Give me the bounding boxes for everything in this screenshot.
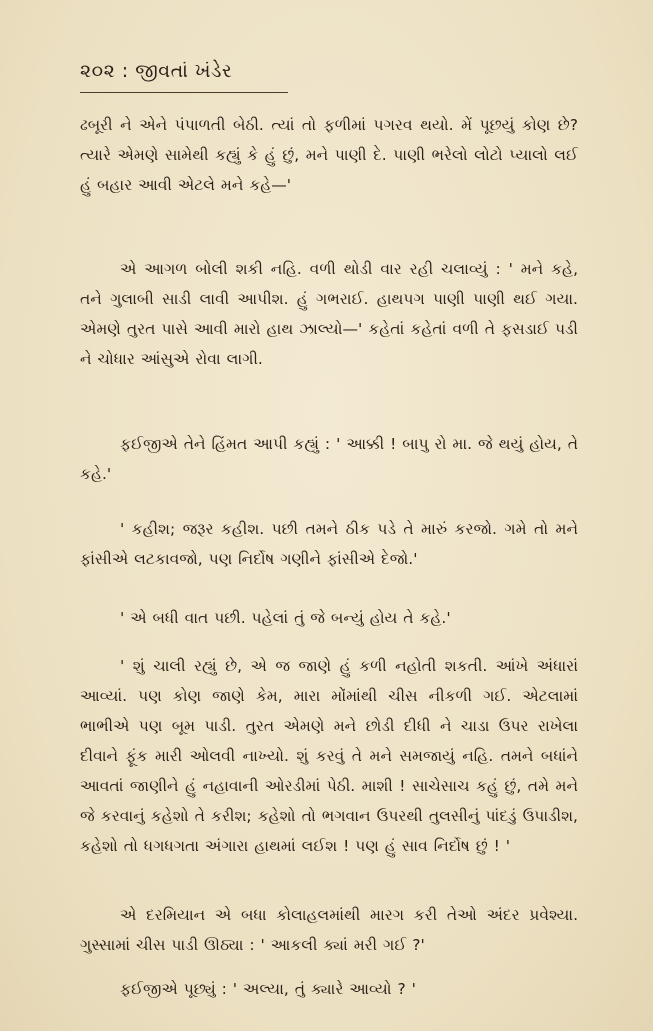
- paragraph-text: ' કહીશ; જરૂર કહીશ. પછી તમને ઠીક પડે તે મારું કરજો. ગમે તો મને ફાંસીએ લટકાવજો, પણ નિર્દોષ ગણીને ફાંસીએ દેજો.': [80, 520, 578, 568]
- paragraph: [80, 900, 578, 960]
- header-rule: [80, 92, 288, 93]
- paragraph: [80, 514, 578, 574]
- paragraph-text: એ આગળ બોલી શકી નહિ. વળી થોડી વાર રહી ચલાવ્યું : ' મને કહે, તને ગુલાબી સાડી લાવી આપીશ. હું ગભરાઈ. હાથપગ પાણી પાણી થઈ ગયા. એમણે તુરત પાસે આવી મારો હાથ ઝાલ્યો—' કહેતાં કહેતાં વળી તે ફસડાઈ પડી ને ચોધાર આંસુએ રોવા લાગી.: [80, 260, 578, 368]
- paragraph: [80, 974, 578, 1004]
- paragraph-text: ઢબૂરી ને એને પંપાળતી બેઠી. ત્યાં તો ફળીમાં પગરવ થયો. મેં પૂછયું કોણ છે? ત્યારે એમણે સામેથી કહ્યું કે હું છું, મને પાણી દે. પાણી ભરેલો લોટો પ્યાલો લઈ હું બહાર આવી એટલે મને કહે—': [80, 116, 578, 194]
- paragraph-text: ફઈજીએ તેને હિંમત આપી કહ્યું : ' આક્કી ! બાપુ રો મા. જે થયું હોય, તે કહે.': [80, 435, 578, 483]
- running-head: ૨૦૨ : જીવતાં ખંડેર: [80, 60, 233, 82]
- paragraph-text: ' એ બધી વાત પછી. પહેલાં તું જે બન્યું હોય તે કહે.': [120, 609, 451, 627]
- paragraph: [80, 603, 578, 633]
- paragraph: [80, 429, 578, 489]
- paragraph: [80, 651, 578, 861]
- paragraph-text: એ દરમિયાન એ બધા કોલાહલમાંથી મારગ કરી તેઓ અંદર પ્રવેશ્યા. ગુસ્સામાં ચીસ પાડી ઊઠ્યા : ' આકલી ક્યાં મરી ગઈ ?': [80, 906, 578, 954]
- paragraph-text: ફઈજીએ પૂછ્યું : ' અલ્યા, તું ક્યારે આવ્યો ? ': [120, 980, 416, 998]
- paragraph: [80, 254, 578, 374]
- paragraph: [80, 110, 578, 200]
- paragraph-text: ' શું ચાલી રહ્યું છે, એ જ જાણે હું કળી નહોતી શકતી. આંખે અંધારાં આવ્યાં. પણ કોણ જાણે કેમ, મારા મોંમાંથી ચીસ નીકળી ગઈ. એટલામાં ભાભીએ પણ બૂમ પાડી. તુરત એમણે મને છોડી દીધી ને ચાડા ઉપર રાખેલા દીવાને ફૂંક મારી ઓલવી નાખ્યો. શું કરવું તે મને સમજાયું નહિ. તમને બધાંને આવતાં જાણીને હું નહાવાની ઓરડીમાં પેઠી. માશી ! સાચેસાચ કહું છું, તમે મને જે કરવાનું કહેશો તે કરીશ; કહેશો તો ભગવાન ઉપરથી તુલસીનું પાંદડું ઉપાડીશ, કહેશો તો ધગધગતા અંગારા હાથમાં લઈશ ! પણ હું સાવ નિર્દોષ છું ! ': [80, 657, 578, 855]
